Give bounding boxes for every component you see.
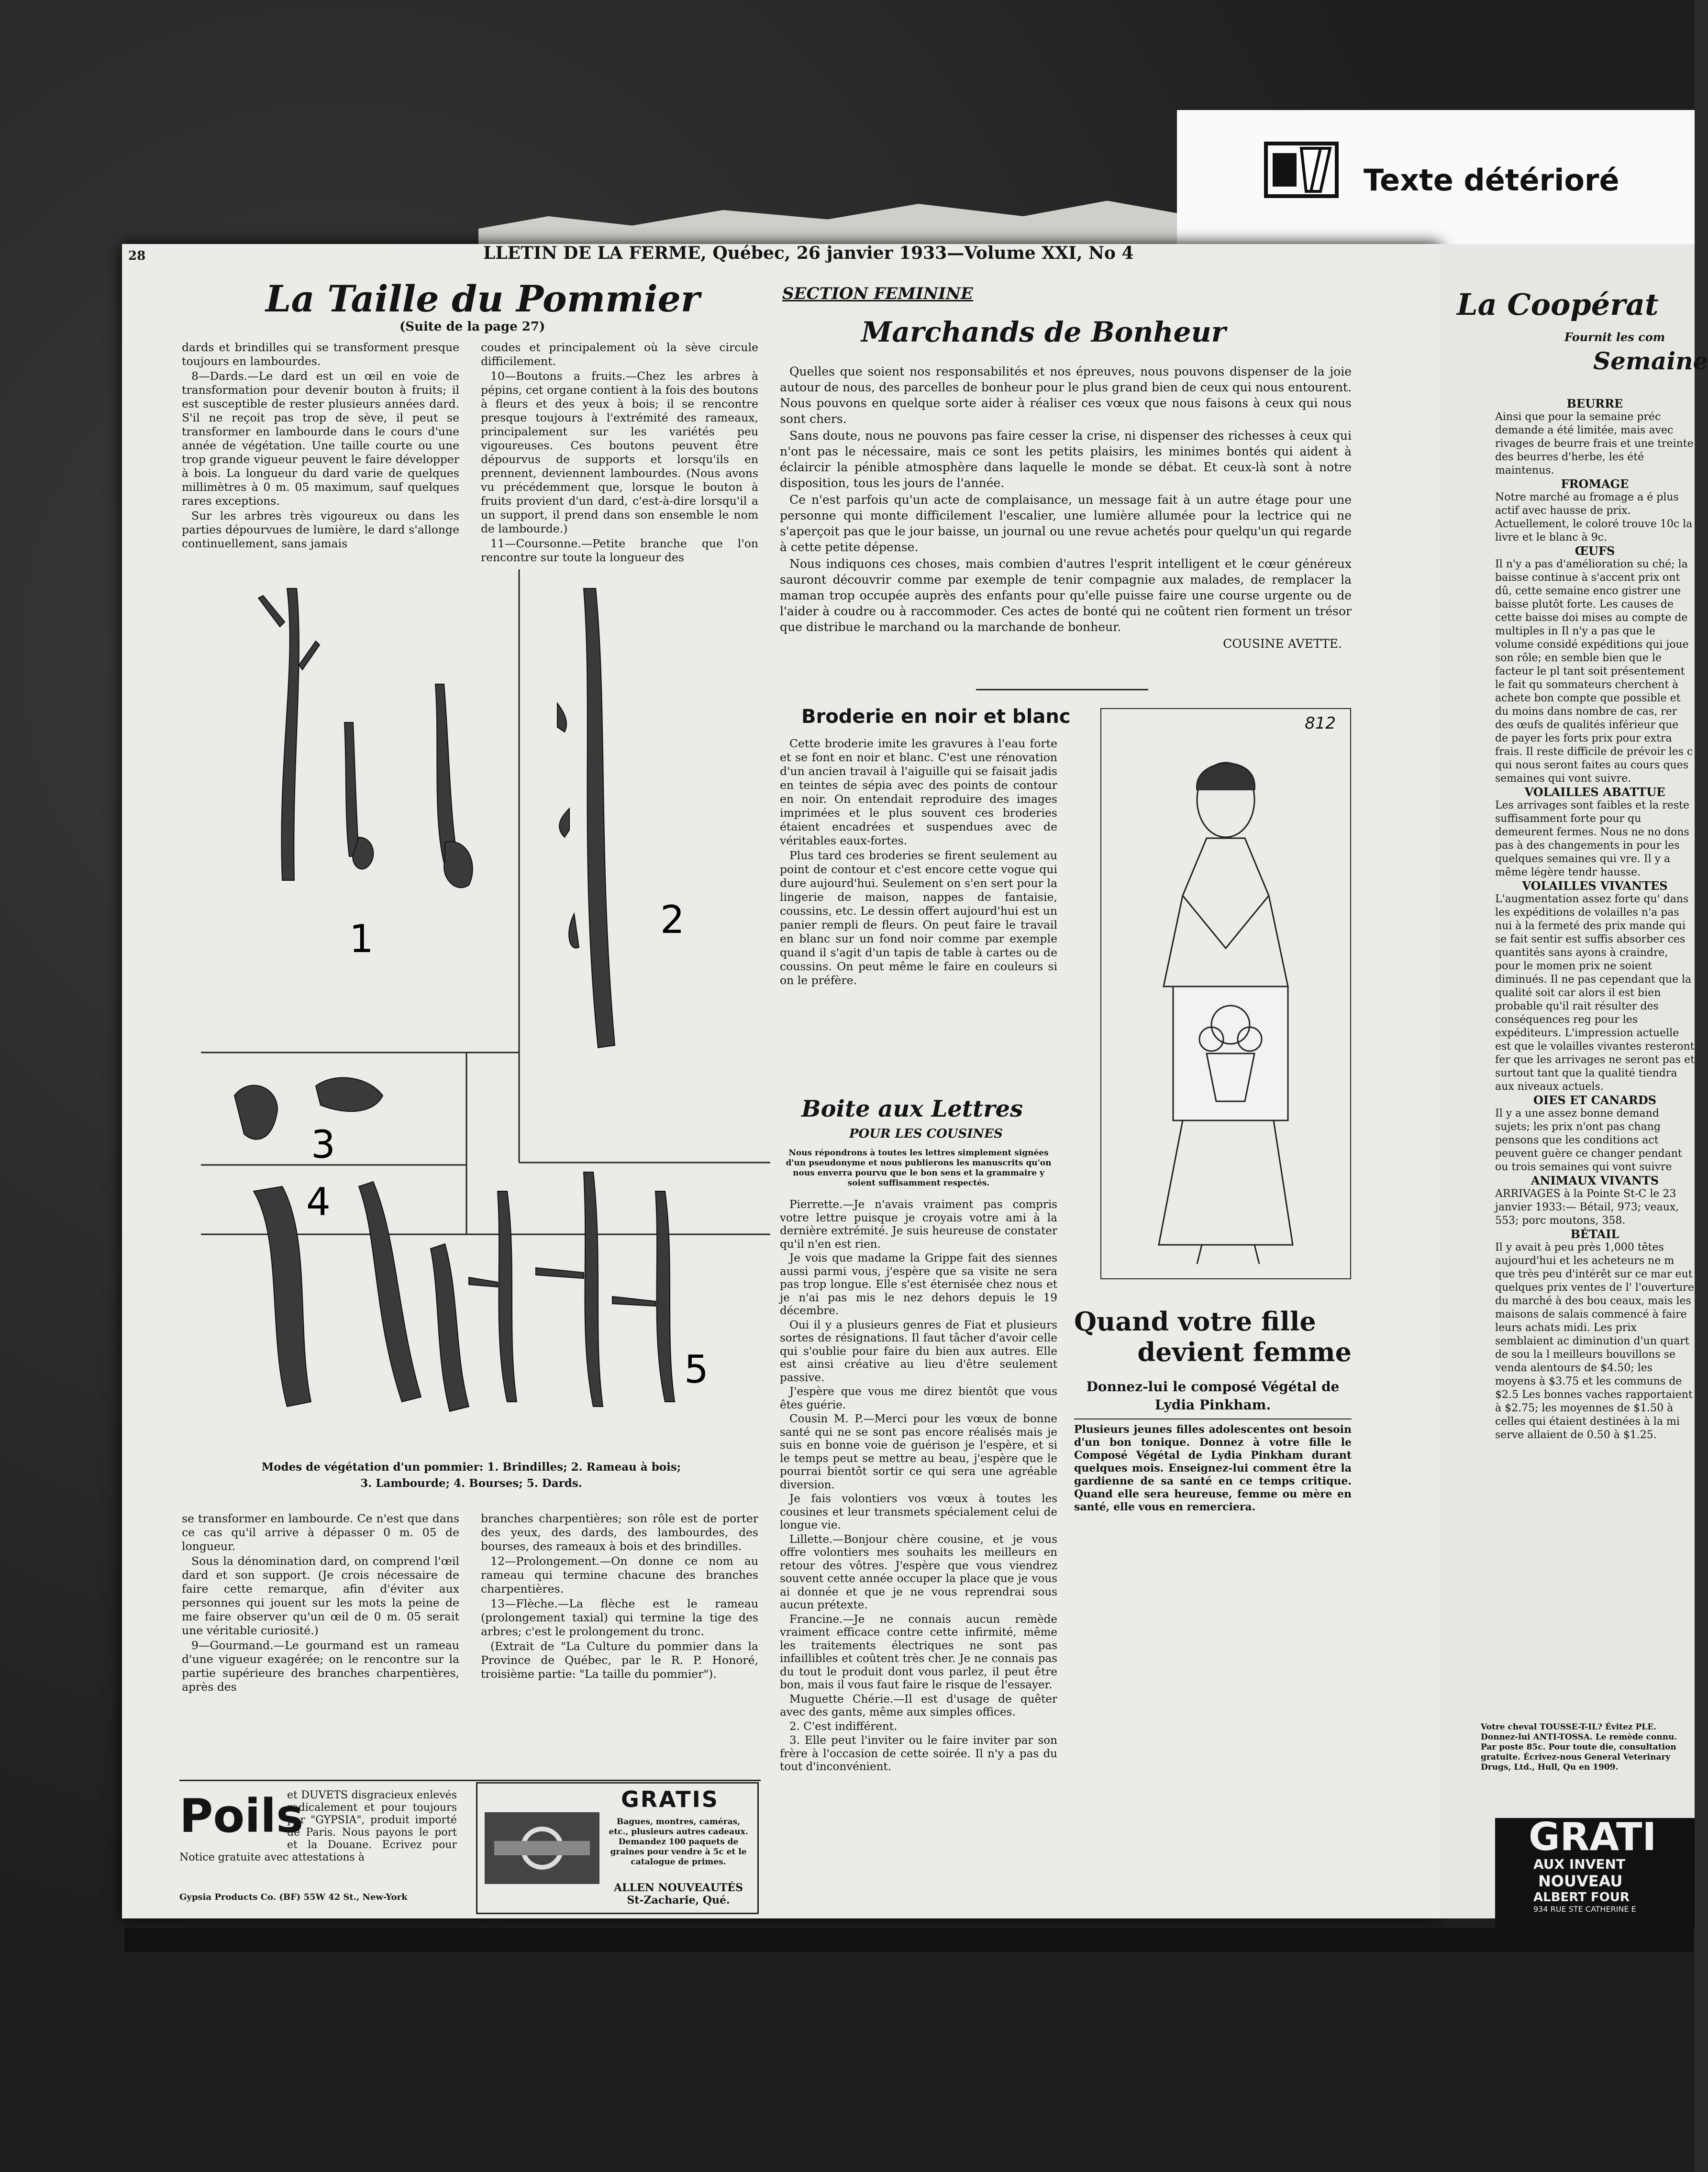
ring-image-icon [485,1812,599,1884]
figure-label-3: 3 [311,1122,335,1167]
figure-label-1: 1 [349,917,374,961]
market-text: Ainsi que pour la semaine préc demande a été limitée, mais avec rivages de beurre frais et une treinte des beurres d'herbe, les été maintenus. [1495,411,1694,477]
pinkham-title-line-1: Quand votre fille [1074,1306,1316,1337]
letter: Francine.—Je ne connais aucun remède vraiment efficace contre cette infirmité, même les traitements électriques ne sont pas infaillibles et coûtent très cher. Je ne connais pas du tout le produit dont vous parlez, il peut être bon, mais il vous faut faire le risque de l'essayer. [780,1613,1057,1691]
branch-2 [584,588,615,1048]
right-market-report [1495,397,1695,1442]
bonheur-article [780,364,1352,652]
market-heading: VOLAILLES VIVANTES [1522,879,1668,893]
article-title: La Taille du Pommier [266,277,700,320]
boite-intro: Nous répondrons à toutes les lettres simplement signées d'un pseudonyme et nous publierons les manuscrits qu'on nous enverra pourvu que le bon sens et la grammaire y soient suffisamment respectés. [786,1148,1052,1188]
paragraph: dards et brindilles qui se transforment presque toujours en lambourdes. [182,341,459,368]
paragraph: Cette broderie imite les gravures à l'eau forte et se font en noir et blanc. C'est une rénovation d'un ancien travail à l'aiguille qui se faisait jadis en teintes de sépia avec des points de contour en noir. On entendait reproduire des images imprimées et le plus souvent ces broderies étaient encadrées et suspendues avec de véritables eaux-fortes. [780,737,1057,847]
letter: Je vois que madame la Grippe fait des siennes aussi parmi vous, j'espère que sa visite ne sera pas trop longue. Elle s'est éternisée chez nous et je n'ai pas mis le nez dehors depuis le 19 décembre. [780,1252,1057,1317]
market-heading: ŒUFS [1575,544,1615,558]
market-text: L'augmentation assez forte qu' dans les expéditions de volailles n'a pas nui à la fermeté des prix mande qui se fait sentir est suffis absorber ces quantités sans ayons à craindre, pour le momen prix ne soient diminués. Il ne pas cependant que la qualité soit car alors il est bien probable qu'il rait résulter des conséquences reg pour les expéditeurs. L'impression actuelle est que le volailles vivantes resteront fer que les arrivages ne seront pas et surtout tant que la qualité tiendra aux niveaux actuels. [1495,893,1695,1093]
page-number: 28 [128,249,146,263]
running-header: LLETIN DE LA FERME, Québec, 26 janvier 1933—Volume XXI, No 4 [483,243,1134,263]
article-subtitle: (Suite de la page 27) [399,320,545,334]
paragraph: 9—Gourmand.—Le gourmand est un rameau d'une vigueur exagérée; on le rencontre sur la partie supérieure des branches charpentières, après des [182,1639,459,1694]
pinkham-subtitle: Donnez-lui le composé Végétal de Lydia Pinkham. [1086,1379,1340,1413]
figure-caption-line-1: Modes de végétation d'un pommier: 1. Brindilles; 2. Rameau à bois; [261,1461,681,1474]
paragraph: 11—Coursonne.—Petite branche que l'on rencontre sur toute la longueur des [481,537,758,564]
market-heading: FROMAGE [1561,477,1629,491]
pattern-number: 812 [1305,714,1336,733]
broderie-title: Broderie en noir et blanc [801,706,1071,728]
right-title: La Coopérat [1457,287,1659,322]
ad-poils [179,1789,466,1914]
pinkham-ad-title [1074,1306,1352,1367]
figure-label-4: 4 [306,1180,331,1224]
ad-poils-footer: Gypsia Products Co. (BF) 55W 42 St., New-York [179,1892,408,1902]
article-col-3 [182,1512,459,1695]
ad-poils-big: Poils [179,1789,304,1843]
section-tag: SECTION FEMININE [782,284,973,303]
ad-poils-body: et DUVETS disgracieux enlevés radicalement et pour toujours par "GYPSIA", produit importé de Paris. Nous payons le port et la Douane. Ecrivez pour Notice gratuite avec attestations à [179,1789,457,1863]
gratis-ad-line-1: AUX INVENT [1533,1856,1626,1872]
paragraph: coudes et principalement où la sève circule difficilement. [481,341,758,368]
letter: 2. C'est indifférent. [789,1720,898,1733]
paragraph: branches charpentières; son rôle est de porter des yeux, des dards, des lambourdes, des bourses, des rameaux à bois et des brindilles. [481,1512,758,1553]
market-heading: BÉTAIL [1570,1227,1619,1241]
market-heading: OIES ET CANARDS [1533,1093,1656,1107]
gratis-inventions-ad [1495,1815,1695,1928]
paragraph: se transformer en lambourde. Ce n'est que dans ce cas qu'il arrive à dépasser 0 m. 05 de longueur. [182,1512,459,1553]
figure-label-2: 2 [660,898,685,942]
bonheur-signature: COUSINE AVETTE. [1223,637,1342,651]
ad-gratis [476,1782,759,1914]
article-col-4 [481,1512,758,1682]
gratis-ad-line-3: ALBERT FOUR [1533,1890,1630,1905]
letter: J'espère que vous me direz bientôt que vous êtes guérie. [780,1385,1057,1411]
market-text: ARRIVAGES à la Pointe St-C le 23 janvier 1933:— Bétail, 973; veaux, 553; porc moutons, 358. [1495,1188,1679,1227]
ad-gratis-footer: ALLEN NOUVEAUTÉS St-Zacharie, Qué. [613,1882,743,1906]
section-title: Marchands de Bonheur [861,316,1226,348]
paragraph: (Extrait de "La Culture du pommier dans la Province de Québec, par le R. P. Honoré, troisième partie: "La taille du pommier"). [481,1640,758,1681]
tousse-ad: Votre cheval TOUSSE-T-IL? Évitez PLE. Donnez-lui ANTI-TOSSA. Le remède connu. Par poste 85c. Pour toute die, consultation gratuite. Écrivez-nous General Veterinary Drugs, Ltd., Hull, Qu en 1909. [1481,1722,1677,1772]
gratis-ad-big: GRATI [1529,1815,1657,1859]
market-text: Les arrivages sont faibles et la reste suffisamment forte pour qu demeurent fermes. Nous ne no dons pas à des changements in pour les quelques semaines qui vre. Il y a même légère tendr hausse. [1495,799,1689,878]
divider [1074,1418,1352,1419]
figure-label-5: 5 [684,1347,709,1392]
right-subtitle-2: Semaine [1593,347,1708,375]
deteriorated-notice-label: Texte détérioré [1364,163,1619,198]
market-text: Il n'y a pas d'amélioration su ché; la baisse continue à s'accent prix ont dû, cette semaine enco gistrer une baisse plutôt forte. Les causes de cette baisse doi mises au compte de multiples in Il n'y a pas que le volume considé expéditions qui joue son rôle; en semble bien que le facteur le pl tant soit présentement le fait qu sommateurs cherchent à achete bon compte que possible et du moins dans nombre de cas, rer des œufs de qualités inférieur que de payer les forts prix pour extra frais. Il reste difficile de prévoir les c qui nous seront faites au cours ques semaines qui vont suivre. [1495,558,1693,785]
market-heading: BEURRE [1566,397,1623,410]
market-heading: VOLAILLES ABATTUE [1524,785,1665,799]
paragraph: Sous la dénomination dard, on comprend l'œil dard et son support. (Je crois nécessaire de faire cette remarque, afin d'éviter aux personnes qui jouent sur les mots la peine de me faire observer qu'un œil de 0 m. 05 serait une véritable curiosité.) [182,1554,459,1637]
market-text: Il y a une assez bonne demand sujets; les prix n'ont pas chang pensons que les conditions act peuvent guère ce changer pendant ou trois semaines qui vont suivre [1495,1108,1682,1173]
letter: Pierrette.—Je n'avais vraiment pas compris votre lettre puisque je croyais votre ami à la dernière extrémité. Je suis heureuse de constater qu'il n'en est rien. [780,1198,1057,1251]
market-text: Notre marché au fromage a é plus actif avec hausse de prix. Actuellement, le coloré trouve 10c la livre et le blanc à 9c. [1495,491,1693,543]
paragraph: Ce n'est parfois qu'un acte de complaisance, un message fait à un autre étage pour une personne qui monte difficilement l'escalier, une lumière allumée pour la lectrice qui ne s'aperçoit pas que le jour baisse, un journal ou une revue achetés pour quelqu'un qui regarde à cette petite dépense. [780,493,1352,554]
ad-poils-text [179,1789,457,1864]
paragraph: Sans doute, nous ne pouvons pas faire cesser la crise, ni dispenser des richesses à ceux qui n'ont pas le nécessaire, mais ce sont les petits plaisirs, les minimes bontés qui aident à éclaircir la pénible atmosphère dans laquelle le monde se débat. Et ceux-là sont à notre disposition, tous les jours de l'année. [780,429,1352,490]
divider [976,689,1148,690]
paragraph: Quelles que soient nos responsabilités et nos épreuves, nous pouvons dispenser de la joie autour de nous, des parcelles de bonheur pour le plus grand bien de ceux qui nous entourent. Nous pouvons en quelque sorte aider à réaliser ces vœux que nous faisons à ceux qui nous sont chers. [780,365,1352,426]
letter: 3. Elle peut l'inviter ou le faire inviter par son frère à l'occasion de cette soirée. Il n'y a pas du tout d'inconvénient. [780,1734,1057,1773]
deteriorated-text-icon [1263,139,1340,201]
article-col-1 [182,341,459,552]
pinkham-title-line-2: devient femme [1137,1337,1352,1367]
letter: Muguette Chérie.—Il est d'usage de quêter avec des gants, même aux simples offices. [780,1693,1057,1718]
paragraph: Nous indiquons ces choses, mais combien d'autres l'esprit intelligent et le cœur généreux sauront découvrir comme par exemple de tenir compagnie aux malades, de remplacer la maman trop occupée auprès des enfants pour qu'elle puisse faire une course urgente ou de l'aider à coudre ou à raccommoder. Ces actes de bonté qui ne coûtent rien forment un trésor que distribue le marchand ou la marchande de bonheur. [780,557,1352,634]
market-text: Il y avait à peu près 1,000 têtes aujourd'hui et les acheteurs ne m que très peu d'intérêt sur ce mar eut quelques prix ventes de l' l'ouverture du marché à des bou ceaux, mais les maisons de salais commencé à faire leurs achats midi. Les prix semblaient ac diminution d'un quart de sou la l meilleurs bouvillons se venda alentours de $4.50; les moyens à $3.75 et les communs de $2.5 Les bonnes vaches rapportaient à $2.75; les moyennes de $1.50 à celles qui étaient destinées à la mi serve allaient de 0.50 à $1.25. [1495,1241,1694,1441]
boite-subtitle: POUR LES COUSINES [849,1127,1003,1141]
letter: Lillette.—Bonjour chère cousine, et je vous offre volontiers mes souhaits les meilleurs en retour des vôtres. J'espère que vous viendrez souvent cette année occuper la place que je vous ai donnée et que je ne vous reprendrai sous aucun prétexte. [780,1533,1057,1611]
gratis-ad-line-2: NOUVEAU [1538,1872,1623,1890]
right-subtitle-1: Fournit les com [1564,330,1665,344]
branch-1a [281,588,299,880]
paragraph: 8—Dards.—Le dard est un œil en voie de transformation pour devenir bouton à fruits; il est susceptible de rester plusieurs années dard. S'il ne reçoit pas trop de sève, il peut se transformer en lambourde dans le cours d'une année de végétation. Une taille courte ou une trop grande vigueur peuvent le faire développer à bois. La longueur du dard varie de quelques millimètres à 0 m. 05 maximum, sauf quelques rares exceptions. [182,369,459,508]
letter: Cousin M. P.—Merci pour les vœux de bonne santé qui ne se sont pas encore réalisés mais je suis en bonne voie de guérison je l'espère, et si le temps peut se mettre au beau, j'espère que le pourrai bientôt sortir ce qui sera une agréable diversion. [780,1413,1057,1491]
paragraph: 10—Boutons a fruits.—Chez les arbres à pépins, cet organe contient à la fois des boutons à fleurs et des yeux à bois; il se rencontre presque toujours à l'extrémité des rameaux, principalement sur les variétés peu vigoureuses. Ces boutons peuvent être dépourvus de supports et lorsqu'ils en prennent, deviennent lambourdes. (Nous avons vu précédemment que, lorsque le bouton à fruits provient d'un dard, c'est-à-dire lorsqu'il a un support, il prend dans son ensemble le nom de lambourde.) [481,369,758,535]
broderie-article [780,737,1057,988]
paragraph: Sur les arbres très vigoureux ou dans les parties dépourvues de lumière, le dard s'allonge continuellement, sans jamais [182,509,459,550]
embroidery-pattern-box [1100,708,1351,1279]
boite-title: Boite aux Lettres [801,1096,1023,1122]
ad-gratis-text: Bagues, montres, caméras, etc., plusieurs autres cadeaux. Demandez 100 paquets de graines pour vendre à 5c et le catalogue de primes. [609,1817,748,1867]
ad-gratis-title: GRATIS [621,1786,719,1812]
letter: Oui il y a plusieurs genres de Fiat et plusieurs sortes de résignations. Il faut tâcher d'avoir celle qui s'oublie pour faire du bien aux autres. Elle est ainsi créative au lieu d'être seulement passive. [780,1319,1057,1384]
pinkham-text: Plusieurs jeunes filles adolescentes ont besoin d'un bon tonique. Donnez à votre fille le Composé Végétal de Lydia Pinkham durant quelques mois. Enseignez-lui comment être la gardienne de sa santé en ce temps critique. Quand elle sera heureuse, femme ou mère en santé, elle vous en remerciera. [1074,1423,1352,1513]
apple-tree-figure [201,569,770,1459]
boite-letters [780,1198,1057,1775]
figure-caption-line-2: 3. Lambourde; 4. Bourses; 5. Dards. [360,1477,582,1490]
paragraph: 13—Flèche.—La flèche est le rameau (prolongement taxial) qui termine la tige des arbres; c'est le prolongement du tronc. [481,1597,758,1638]
market-heading: ANIMAUX VIVANTS [1531,1174,1659,1187]
gratis-ad-line-4: 934 RUE STE CATHERINE E [1533,1905,1636,1914]
woman-illustration [1111,738,1341,1274]
article-col-2 [481,341,758,565]
figure-caption [182,1459,761,1492]
letter: Je fais volontiers vos vœux à toutes les cousines et leur transmets spécialement celui de longue vie. [780,1493,1057,1531]
divider [179,1780,761,1781]
bottom-shadow [124,1928,1694,1952]
paragraph: 12—Prolongement.—On donne ce nom au rameau qui termine chacune des branches charpentières. [481,1554,758,1596]
paragraph: Plus tard ces broderies se firent seulement au point de contour et c'est encore cette vogue qui dure aujourd'hui. Seulement on s'en sert pour la lingerie de maison, nappes de fantaisie, coussins, etc. Le dessin offert aujourd'hui est un panier rempli de fleurs. On peut faire le travail en blanc sur un fond noir comme par exemple quand il s'agit d'un tapis de table à cartes ou de coussins. On peut même le faire en couleurs si on le préfère. [780,849,1057,987]
